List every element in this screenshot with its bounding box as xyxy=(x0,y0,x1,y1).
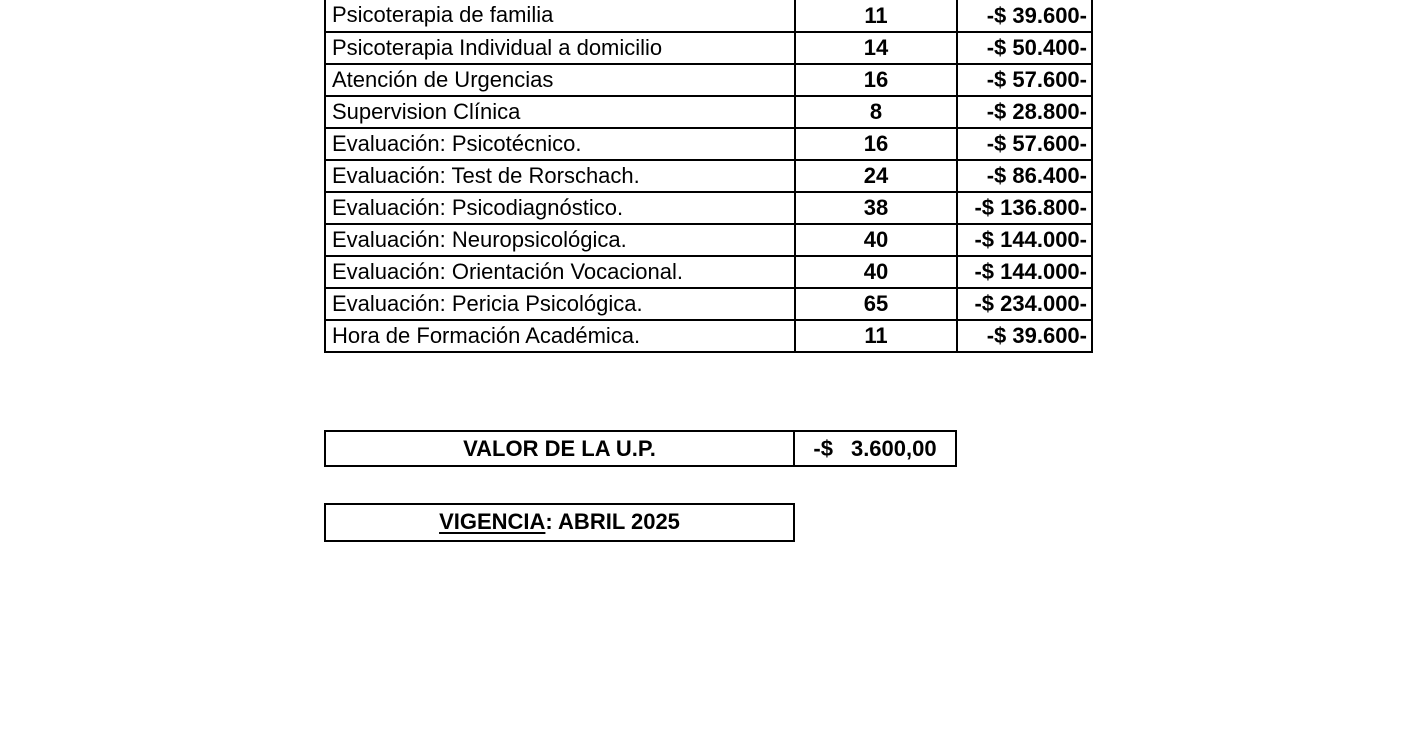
table-row xyxy=(325,224,1092,256)
rates-table xyxy=(324,0,1093,353)
unit-value-currency: -$ xyxy=(813,436,833,461)
validity-key: VIGENCIA xyxy=(439,509,546,534)
table-row xyxy=(325,96,1092,128)
service-price: -$ 50.400- xyxy=(957,32,1092,64)
service-name: Evaluación: Psicotécnico. xyxy=(325,128,795,160)
table-row xyxy=(325,64,1092,96)
service-units: 8 xyxy=(795,96,957,128)
table-row xyxy=(325,320,1092,352)
service-name: Evaluación: Psicodiagnóstico. xyxy=(325,192,795,224)
service-name: Supervision Clínica xyxy=(325,96,795,128)
service-name: Psicoterapia Individual a domicilio xyxy=(325,32,795,64)
service-units: 16 xyxy=(795,64,957,96)
service-units: 38 xyxy=(795,192,957,224)
service-name: Evaluación: Neuropsicológica. xyxy=(325,224,795,256)
unit-value-number: 3.600,00 xyxy=(850,436,937,461)
service-units: 24 xyxy=(795,160,957,192)
table-row xyxy=(325,192,1092,224)
unit-value-box xyxy=(324,430,957,467)
service-price: -$ 144.000- xyxy=(957,224,1092,256)
service-price: -$ 144.000- xyxy=(957,256,1092,288)
service-price: -$ 234.000- xyxy=(957,288,1092,320)
service-name: Evaluación: Test de Rorschach. xyxy=(325,160,795,192)
table-row xyxy=(325,288,1092,320)
service-units: 16 xyxy=(795,128,957,160)
table-row xyxy=(325,160,1092,192)
service-units: 11 xyxy=(795,320,957,352)
validity-box xyxy=(324,503,795,542)
service-price: -$ 57.600- xyxy=(957,128,1092,160)
service-price: -$ 57.600- xyxy=(957,64,1092,96)
validity-separator: : xyxy=(545,509,559,534)
service-units: 40 xyxy=(795,256,957,288)
service-name: Hora de Formación Académica. xyxy=(325,320,795,352)
service-units: 40 xyxy=(795,224,957,256)
service-name: Psicoterapia de familia xyxy=(325,0,795,32)
table-row xyxy=(325,128,1092,160)
service-name: Evaluación: Orientación Vocacional. xyxy=(325,256,795,288)
service-price: -$ 86.400- xyxy=(957,160,1092,192)
service-units: 14 xyxy=(795,32,957,64)
service-price: -$ 39.600- xyxy=(957,320,1092,352)
unit-value-amount xyxy=(795,432,955,465)
service-name: Atención de Urgencias xyxy=(325,64,795,96)
service-units: 11 xyxy=(795,0,957,32)
validity-value: ABRIL 2025 xyxy=(558,509,680,534)
service-price: -$ 28.800- xyxy=(957,96,1092,128)
table-row xyxy=(325,32,1092,64)
table-row xyxy=(325,0,1092,32)
table-row xyxy=(325,256,1092,288)
service-name: Evaluación: Pericia Psicológica. xyxy=(325,288,795,320)
service-units: 65 xyxy=(795,288,957,320)
service-price: -$ 136.800- xyxy=(957,192,1092,224)
service-price: -$ 39.600- xyxy=(957,0,1092,32)
unit-value-label: VALOR DE LA U.P. xyxy=(326,432,795,465)
